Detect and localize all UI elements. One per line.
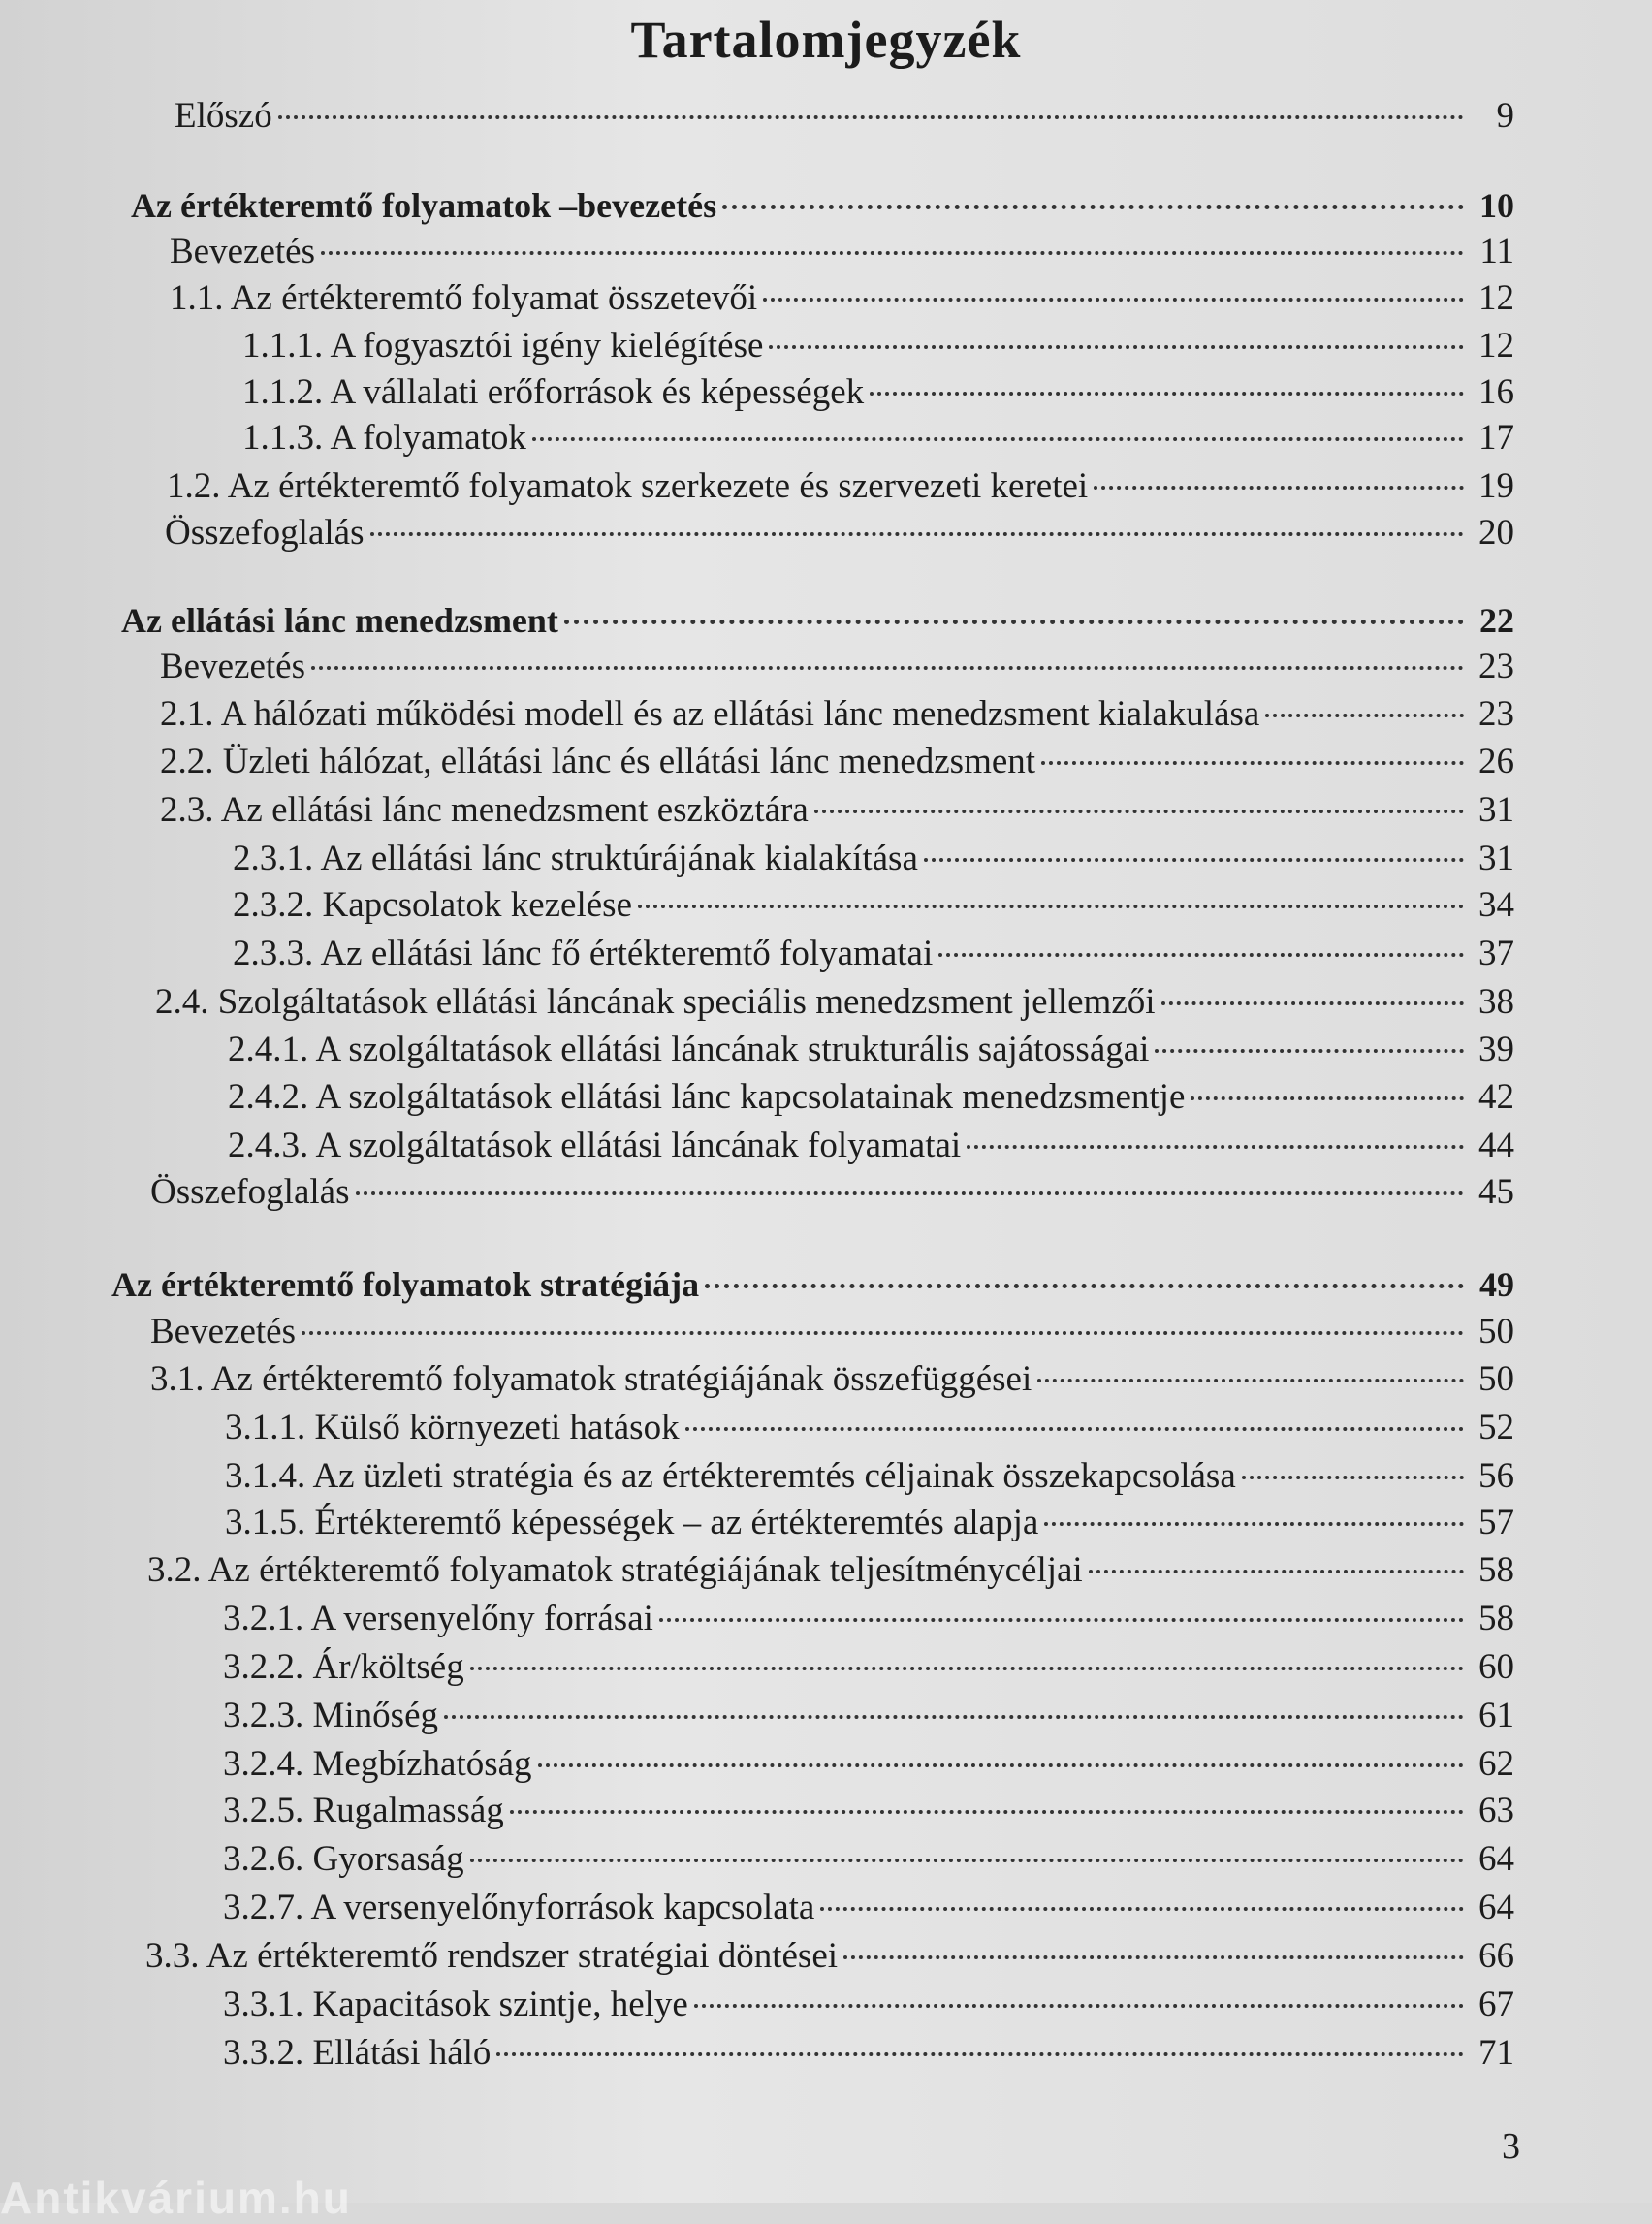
toc-entry-title: 2.1. A hálózati működési modell és az ellátási lánc menedzsment kialakulása [160, 694, 1260, 734]
page-number: 3 [1502, 2126, 1520, 2167]
toc-entry-title: 3.1. Az értékteremtő folyamatok stratégiájának összefüggései [150, 1359, 1032, 1399]
toc-entry-page: 20 [1478, 513, 1514, 553]
toc-entry-page: 58 [1478, 1550, 1514, 1590]
dot-leader [1037, 1379, 1464, 1382]
dot-leader [470, 1859, 1464, 1862]
toc-entry [160, 691, 1514, 738]
toc-entry-page: 37 [1478, 934, 1514, 973]
toc-entry [160, 787, 1514, 834]
toc-entry [160, 644, 1514, 690]
toc-entry-title: Bevezetés [160, 647, 305, 686]
toc-entry-page: 19 [1478, 466, 1514, 506]
toc-entry-page: 44 [1478, 1126, 1514, 1165]
toc-entry-page: 60 [1478, 1647, 1514, 1687]
toc-entry-title: 1.1.2. A vállalati erőforrások és képességek [242, 372, 865, 412]
toc-entry-page: 67 [1478, 1985, 1514, 2024]
toc-entry [155, 979, 1514, 1026]
toc-entry [225, 1453, 1514, 1500]
toc-entry-page: 57 [1478, 1503, 1514, 1542]
toc-entry-title: 2.3.3. Az ellátási lánc fő értékteremtő folyamatai [233, 934, 934, 973]
toc-entry-page: 58 [1478, 1599, 1514, 1638]
toc-entry [242, 323, 1514, 369]
toc-entry-title: Összefoglalás [150, 1172, 350, 1212]
toc-entry-page: 12 [1478, 278, 1514, 318]
dot-leader [1265, 714, 1464, 717]
toc-entry-page: 34 [1478, 885, 1514, 925]
toc-entry-title: 3.2.7. A versenyelőnyforrások kapcsolata [223, 1888, 815, 1927]
toc-entry-page: 64 [1478, 1839, 1514, 1879]
dot-leader [510, 1810, 1464, 1814]
toc-entry-title: 2.2. Üzleti hálózat, ellátási lánc és ellátási lánc menedzsment [160, 742, 1036, 781]
toc-entry [165, 510, 1514, 556]
dot-leader [843, 1955, 1464, 1959]
toc-entry-title: Az értékteremtő folyamatok –bevezetés [131, 186, 717, 225]
toc-entry-title: 3.2.4. Megbízhatóság [223, 1744, 532, 1784]
toc-entry-title: 2.3. Az ellátási lánc menedzsment eszköztára [160, 790, 809, 830]
toc-entry [145, 1933, 1514, 1980]
dot-leader [694, 2004, 1464, 2008]
toc-chapter-entry [111, 1261, 1514, 1308]
toc-entry-page: 23 [1478, 694, 1514, 734]
dot-leader [870, 392, 1464, 396]
toc-entry [223, 1596, 1514, 1642]
toc-entry [225, 1405, 1514, 1451]
toc-entry-page: 10 [1479, 186, 1514, 225]
toc-entry-title: 3.2.6. Gyorsaság [223, 1839, 464, 1879]
toc-entry-page: 39 [1478, 1030, 1514, 1069]
toc-entry [150, 1356, 1514, 1403]
toc-entry [223, 2030, 1514, 2077]
toc-entry-title: Összefoglalás [165, 513, 365, 553]
toc-entry [228, 1074, 1514, 1121]
toc-entry-page: 23 [1478, 647, 1514, 686]
toc-entry-page: 49 [1479, 1265, 1514, 1304]
toc-entry-page: 66 [1478, 1936, 1514, 1976]
dot-leader [321, 251, 1464, 255]
toc-entry-title: Bevezetés [150, 1312, 296, 1351]
toc-chapter-entry [131, 182, 1514, 229]
dot-leader [532, 437, 1464, 441]
toc-entry-page: 26 [1478, 742, 1514, 781]
dot-leader [564, 620, 1464, 624]
page-title: Tartalomjegyzék [630, 11, 1022, 69]
toc-entry-title: Bevezetés [170, 232, 315, 271]
toc-entry-page: 63 [1478, 1791, 1514, 1830]
toc-entry-page: 45 [1478, 1172, 1514, 1212]
dot-leader [967, 1145, 1464, 1149]
toc-entry-title: 1.1. Az értékteremtő folyamat összetevői [170, 278, 758, 318]
toc-entry [170, 275, 1514, 322]
toc-entry-title: 3.2.5. Rugalmasság [223, 1791, 504, 1830]
toc-entry [225, 1500, 1514, 1546]
dot-leader [302, 1331, 1464, 1335]
dot-leader [1044, 1522, 1464, 1526]
toc-entry-page: 11 [1479, 232, 1514, 271]
toc-entry [228, 1123, 1514, 1169]
toc-entry-page: 52 [1478, 1408, 1514, 1447]
toc-entry [242, 369, 1514, 416]
toc-entry [223, 1885, 1514, 1931]
toc-entry-page: 61 [1478, 1696, 1514, 1735]
dot-leader [444, 1715, 1464, 1719]
dot-leader [278, 115, 1464, 119]
toc-entry-page: 71 [1478, 2033, 1514, 2073]
toc-entry-page: 62 [1478, 1744, 1514, 1784]
toc-entry [167, 463, 1514, 510]
toc-entry [170, 229, 1514, 275]
toc-entry [147, 1547, 1514, 1594]
toc-entry-page: 31 [1478, 839, 1514, 878]
toc-entry-title: 1.1.3. A folyamatok [242, 418, 526, 458]
toc-entry-title: 3.2.3. Minőség [223, 1696, 438, 1735]
dot-leader [1191, 1096, 1464, 1100]
dot-leader [1094, 486, 1464, 490]
dot-leader [938, 953, 1464, 957]
toc-entry [223, 1982, 1514, 2028]
toc-entry-title: 1.1.1. A fogyasztói igény kielégítése [242, 326, 764, 365]
dot-leader [496, 2052, 1464, 2056]
toc-entry-title: Az ellátási lánc menedzsment [121, 601, 558, 640]
dot-leader [370, 532, 1465, 536]
toc-entry-title: 2.4.1. A szolgáltatások ellátási láncának strukturális sajátosságai [228, 1030, 1150, 1069]
toc-entry [233, 882, 1514, 929]
toc-entry-page: 56 [1478, 1456, 1514, 1496]
dot-leader [769, 345, 1464, 349]
toc-entry [233, 836, 1514, 882]
toc-entry-page: 12 [1478, 326, 1514, 365]
dot-leader [1041, 761, 1464, 765]
dot-leader [1155, 1049, 1464, 1053]
toc-entry-page: 50 [1478, 1359, 1514, 1399]
toc-entry-page: 42 [1478, 1077, 1514, 1117]
toc-entry [175, 93, 1514, 140]
toc-entry-title: 2.3.2. Kapcsolatok kezelése [233, 885, 632, 925]
toc-entry [223, 1788, 1514, 1834]
toc-entry-page: 17 [1478, 418, 1514, 458]
dot-leader [814, 810, 1464, 813]
toc-entry-title: 3.3.2. Ellátási háló [223, 2033, 492, 2073]
toc-entry-title: 3.2.1. A versenyelőny forrásai [223, 1599, 653, 1638]
dot-leader [638, 905, 1464, 908]
toc-entry-page: 50 [1478, 1312, 1514, 1351]
toc-entry [233, 931, 1514, 977]
dot-leader [659, 1618, 1464, 1622]
dot-leader [820, 1907, 1464, 1911]
toc-entry [160, 739, 1514, 785]
toc-entry-page: 16 [1478, 372, 1514, 412]
dot-leader [1089, 1570, 1464, 1573]
toc-entry-title: 2.3.1. Az ellátási lánc struktúrájának kialakítása [233, 839, 918, 878]
toc-entry-title: 2.4.3. A szolgáltatások ellátási láncának folyamatai [228, 1126, 962, 1165]
dot-leader [538, 1763, 1464, 1767]
toc-entry [223, 1644, 1514, 1691]
toc-entry-page: 22 [1479, 601, 1514, 640]
toc-entry [223, 1741, 1514, 1788]
toc-entry-title: 3.1.5. Értékteremtő képességek – az értékteremtés alapja [225, 1503, 1039, 1542]
toc-entry-title: 3.1.1. Külső környezeti hatások [225, 1408, 680, 1447]
toc-entry-title: 2.4. Szolgáltatások ellátási láncának speciális menedzsment jellemzői [155, 982, 1156, 1022]
toc-entry-title: 3.2.2. Ár/költség [223, 1647, 464, 1687]
dot-leader [763, 298, 1464, 302]
toc-entry [150, 1169, 1514, 1216]
dot-leader [722, 205, 1464, 209]
toc-entry-page: 31 [1478, 790, 1514, 830]
toc-entry-page: 38 [1478, 982, 1514, 1022]
toc-entry-title: Az értékteremtő folyamatok stratégiája [111, 1265, 700, 1304]
dot-leader [356, 1191, 1465, 1195]
dot-leader [705, 1284, 1464, 1288]
toc-entry-title: 2.4.2. A szolgáltatások ellátási lánc kapcsolatainak menedzsmentje [228, 1077, 1186, 1117]
dot-leader [1161, 1001, 1464, 1005]
toc-entry-title: 3.2. Az értékteremtő folyamatok stratégiájának teljesítménycéljai [147, 1550, 1083, 1590]
dot-leader [470, 1667, 1464, 1670]
toc-chapter-entry [121, 597, 1514, 644]
toc-entry-title: 3.3.1. Kapacitások szintje, helye [223, 1985, 688, 2024]
watermark: Antikvárium.hu [0, 2173, 352, 2223]
toc-entry [150, 1309, 1514, 1355]
toc-entry-title: 3.3. Az értékteremtő rendszer stratégiai döntései [145, 1936, 839, 1976]
toc-entry [223, 1836, 1514, 1883]
dot-leader [1242, 1476, 1464, 1479]
toc-entry-page: 64 [1478, 1888, 1514, 1927]
toc-entry-title: Előszó [175, 96, 272, 136]
toc-entry-title: 1.2. Az értékteremtő folyamatok szerkezete és szervezeti keretei [167, 466, 1089, 506]
dot-leader [924, 858, 1464, 862]
toc-entry-page: 9 [1496, 96, 1514, 136]
toc-entry-title: 3.1.4. Az üzleti stratégia és az értékteremtés céljainak összekapcsolása [225, 1456, 1236, 1496]
toc-entry [242, 415, 1514, 461]
dot-leader [311, 666, 1464, 670]
toc-entry [228, 1027, 1514, 1073]
dot-leader [685, 1427, 1464, 1431]
toc-entry [223, 1693, 1514, 1739]
